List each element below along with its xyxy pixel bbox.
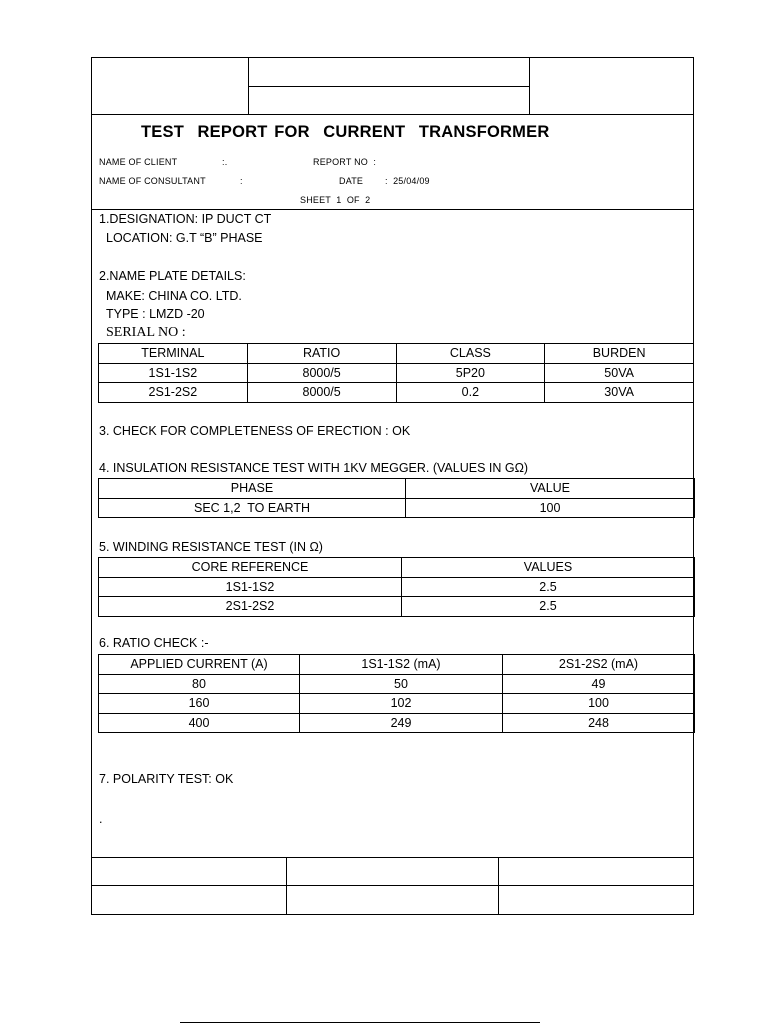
report-title: TEST REPORT FOR CURRENT TRANSFORMER xyxy=(141,123,550,141)
table-header-cell: CLASS xyxy=(396,344,545,364)
insulation-table xyxy=(98,478,695,518)
table-header-row xyxy=(99,344,694,364)
serial-no-text: SERIAL NO : xyxy=(106,325,186,340)
table-header-cell: 1S1-1S2 (mA) xyxy=(300,655,503,675)
consultant-value: : xyxy=(240,176,243,186)
table-cell: 102 xyxy=(300,694,503,714)
header-bottom-line xyxy=(91,114,694,115)
table-header-cell: TERMINAL xyxy=(99,344,248,364)
name-plate-table xyxy=(98,343,694,403)
signature-divider-right xyxy=(498,857,499,915)
table-header-cell: RATIO xyxy=(247,344,396,364)
table-row xyxy=(99,674,695,694)
table-cell: 2S1-2S2 xyxy=(99,597,402,617)
ratio-check-table xyxy=(98,654,695,733)
table-cell: 8000/5 xyxy=(247,363,396,383)
table-cell: 1S1-1S2 xyxy=(99,363,248,383)
date-label: DATE xyxy=(339,176,364,186)
table-cell: 1S1-1S2 xyxy=(99,577,402,597)
table-cell: 2.5 xyxy=(402,597,695,617)
table-header-row xyxy=(99,655,695,675)
table-cell: 8000/5 xyxy=(247,383,396,403)
sheet-number: SHEET 1 OF 2 xyxy=(300,195,371,205)
table-header-row xyxy=(99,479,695,499)
table-header-cell: APPLIED CURRENT (A) xyxy=(99,655,300,675)
designation-text: 1.DESIGNATION: IP DUCT CT xyxy=(99,212,272,226)
table-row xyxy=(99,383,694,403)
table-cell: 0.2 xyxy=(396,383,545,403)
table-cell: 50 xyxy=(300,674,503,694)
signature-mid-line xyxy=(91,885,694,886)
header-fields-bottom-line xyxy=(91,209,694,210)
make-text: MAKE: CHINA CO. LTD. xyxy=(106,289,242,303)
signature-top-line xyxy=(91,857,694,858)
header-mid-line xyxy=(248,86,529,87)
ratio-check-heading: 6. RATIO CHECK :- xyxy=(99,636,209,650)
table-cell: 49 xyxy=(503,674,695,694)
table-cell: 248 xyxy=(503,713,695,733)
table-cell: 2.5 xyxy=(402,577,695,597)
signature-divider-left xyxy=(286,857,287,915)
table-row xyxy=(99,713,695,733)
table-cell: 100 xyxy=(503,694,695,714)
table-cell: 249 xyxy=(300,713,503,733)
date-value: : 25/04/09 xyxy=(385,176,430,186)
table-cell: 50VA xyxy=(545,363,694,383)
table-header-row xyxy=(99,558,695,578)
table-header-cell: VALUES xyxy=(402,558,695,578)
footer-line xyxy=(180,1022,540,1023)
location-text: LOCATION: G.T “B” PHASE xyxy=(106,231,263,245)
client-value: :. xyxy=(222,157,228,167)
table-cell: 160 xyxy=(99,694,300,714)
table-cell: 80 xyxy=(99,674,300,694)
table-cell: 5P20 xyxy=(396,363,545,383)
table-header-cell: VALUE xyxy=(406,479,695,499)
consultant-label: NAME OF CONSULTANT xyxy=(99,176,206,186)
insulation-heading: 4. INSULATION RESISTANCE TEST WITH 1KV MEGGER. (VALUES IN GΩ) xyxy=(99,461,529,475)
table-row xyxy=(99,577,695,597)
polarity-test-text: 7. POLARITY TEST: OK xyxy=(99,772,234,786)
table-row xyxy=(99,363,694,383)
name-plate-heading: 2.NAME PLATE DETAILS: xyxy=(99,269,246,283)
type-text: TYPE : LMZD -20 xyxy=(106,307,205,321)
winding-resistance-heading: 5. WINDING RESISTANCE TEST (IN Ω) xyxy=(99,540,323,554)
table-cell: 400 xyxy=(99,713,300,733)
header-divider-right xyxy=(529,57,530,114)
table-header-cell: CORE REFERENCE xyxy=(99,558,402,578)
winding-resistance-table xyxy=(98,557,695,617)
table-row xyxy=(99,694,695,714)
trailing-dot: . xyxy=(99,812,103,826)
table-cell: 100 xyxy=(406,498,695,518)
table-cell: 30VA xyxy=(545,383,694,403)
table-header-cell: 2S1-2S2 (mA) xyxy=(503,655,695,675)
table-header-cell: BURDEN xyxy=(545,344,694,364)
report-no-label: REPORT NO : xyxy=(313,157,377,167)
erection-check-text: 3. CHECK FOR COMPLETENESS OF ERECTION : OK xyxy=(99,424,411,438)
table-cell: SEC 1,2 TO EARTH xyxy=(99,498,406,518)
client-label: NAME OF CLIENT xyxy=(99,157,178,167)
table-cell: 2S1-2S2 xyxy=(99,383,248,403)
table-row xyxy=(99,498,695,518)
table-header-cell: PHASE xyxy=(99,479,406,499)
table-row xyxy=(99,597,695,617)
